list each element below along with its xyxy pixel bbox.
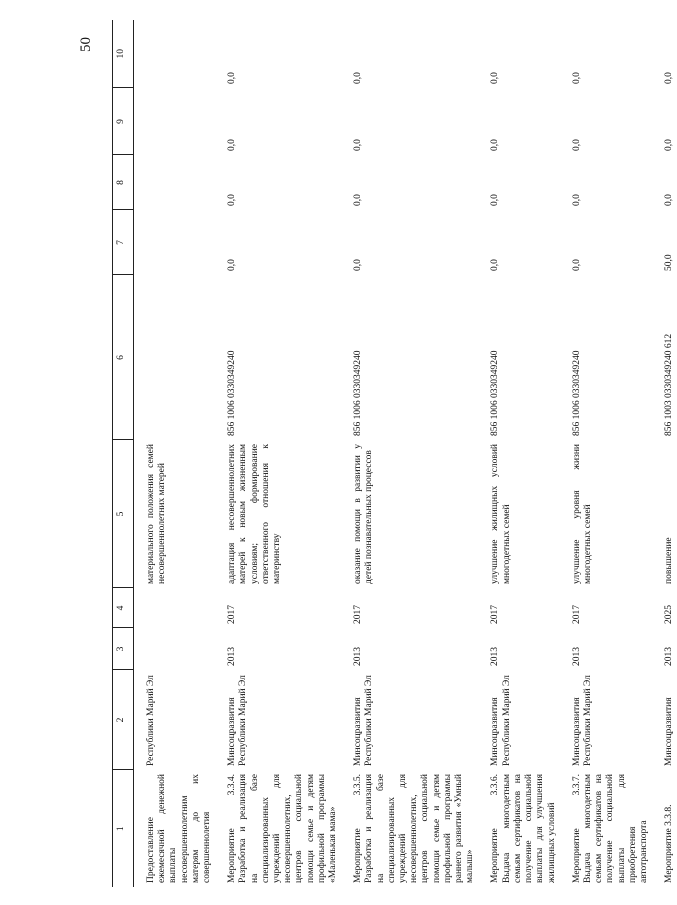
value-col9-cell: 0,0 bbox=[571, 139, 582, 151]
executor-cell: Минсоцразвития Республики Марий Эл bbox=[353, 675, 375, 766]
value-col8-cell bbox=[134, 155, 216, 210]
value-col10-cell: 0,0 bbox=[227, 72, 238, 84]
expected-result-cell: повышение bbox=[664, 537, 675, 584]
value-col9-cell: 0,0 bbox=[227, 139, 238, 151]
measure-name-cell: Мероприятие 3.3.8. bbox=[664, 804, 675, 883]
value-col8-cell: 0,0 bbox=[490, 194, 501, 206]
measure-name-cell: Мероприятие 3.3.7. Выдача многодетным семьям сертификатов на получение социальной выплаты для приобретения автотранспорта bbox=[571, 774, 649, 883]
value-col7-cell: 0,0 bbox=[571, 259, 582, 271]
value-col9-cell bbox=[134, 88, 216, 155]
value-col10-cell bbox=[134, 20, 216, 88]
end-year-cell: 2017 bbox=[571, 605, 582, 624]
start-year-cell bbox=[134, 628, 216, 670]
expected-result-cell: улучшение уровня жизни многодетных семей bbox=[571, 444, 593, 584]
column-header: 5 bbox=[113, 440, 134, 588]
budget-code-cell: 856 1006 0330349240 bbox=[571, 350, 582, 436]
executor-cell: Минсоцразвития Республики Марий Эл bbox=[227, 675, 249, 766]
value-col7-cell: 0,0 bbox=[490, 259, 501, 271]
value-col7-cell: 0,0 bbox=[353, 259, 364, 271]
end-year-cell: 2017 bbox=[353, 605, 364, 624]
program-table-rotated bbox=[112, 20, 675, 887]
expected-result-cell: адаптация несовершеннолетних матерей к новым жизненным условиям; формирование ответственного отношения к материнству bbox=[227, 444, 283, 584]
column-header: 3 bbox=[113, 628, 134, 670]
measure-name-cell: Мероприятие 3.3.5. Разработка и реализация на базе специализированных учреждений для несовершеннолетних, центров социальной помощи семье и детям профильной программы раннего развития «Умный малыш» bbox=[353, 774, 476, 883]
end-year-cell bbox=[134, 588, 216, 628]
value-col9-cell: 0,0 bbox=[490, 139, 501, 151]
budget-code-cell: 856 1006 0330349240 bbox=[353, 350, 364, 436]
column-header: 6 bbox=[113, 275, 134, 440]
value-col7-cell bbox=[134, 210, 216, 275]
value-col7-cell: 50,0 bbox=[664, 254, 675, 271]
value-col10-cell: 0,0 bbox=[353, 72, 364, 84]
table-row bbox=[560, 20, 652, 887]
column-header: 2 bbox=[113, 670, 134, 770]
column-header: 1 bbox=[113, 770, 134, 887]
start-year-cell: 2013 bbox=[571, 647, 582, 666]
column-header: 4 bbox=[113, 588, 134, 628]
budget-code-cell bbox=[134, 275, 216, 440]
table-row bbox=[341, 20, 478, 887]
measure-name-cell: Мероприятие 3.3.6. Выдача многодетным семьям сертификатов на получение социальной выплаты для улучшения жилищных условий bbox=[490, 774, 557, 883]
end-year-cell: 2017 bbox=[490, 605, 501, 624]
measure-name-cell: Предоставление ежемесячной денежной выплаты несовершеннолетним матерям до их совершеннолетия bbox=[146, 774, 213, 883]
table-row bbox=[134, 20, 216, 887]
budget-code-cell: 856 1003 0330349240 612 bbox=[664, 333, 675, 436]
page-number: 50 bbox=[78, 37, 94, 52]
expected-result-cell: материального положения семей несовершеннолетних матерей bbox=[146, 444, 168, 584]
start-year-cell: 2013 bbox=[490, 647, 501, 666]
value-col8-cell: 0,0 bbox=[353, 194, 364, 206]
start-year-cell: 2013 bbox=[227, 647, 238, 666]
table-row bbox=[652, 20, 677, 887]
column-header: 10 bbox=[113, 20, 134, 88]
program-table bbox=[112, 20, 677, 887]
executor-cell: Минсоцразвития Республики Марий Эл bbox=[490, 675, 512, 766]
value-col8-cell: 0,0 bbox=[227, 194, 238, 206]
value-col8-cell: 0,0 bbox=[571, 194, 582, 206]
executor-cell: Минсоцразвития bbox=[664, 697, 675, 766]
expected-result-cell: улучшение жилищных условий многодетных семей bbox=[490, 444, 512, 584]
start-year-cell: 2013 bbox=[664, 647, 675, 666]
value-col7-cell: 0,0 bbox=[227, 259, 238, 271]
executor-cell: Минсоцразвития Республики Марий Эл bbox=[571, 675, 593, 766]
start-year-cell: 2013 bbox=[353, 647, 364, 666]
value-col9-cell: 0,0 bbox=[664, 139, 675, 151]
end-year-cell: 2017 bbox=[227, 605, 238, 624]
measure-name-cell: Мероприятие 3.3.4. Разработка и реализация на базе специализированных учреждений для несовершеннолетних, центров социальной помощи семье и детям профильной программы «Маленькая мама» bbox=[227, 774, 339, 883]
column-header: 9 bbox=[113, 88, 134, 155]
column-number-header-row bbox=[113, 20, 134, 887]
table-row bbox=[478, 20, 559, 887]
value-col9-cell: 0,0 bbox=[353, 139, 364, 151]
column-header: 8 bbox=[113, 155, 134, 210]
column-header: 7 bbox=[113, 210, 134, 275]
value-col8-cell: 0,0 bbox=[664, 194, 675, 206]
budget-code-cell: 856 1006 0330349240 bbox=[227, 350, 238, 436]
value-col10-cell: 0,0 bbox=[490, 72, 501, 84]
budget-code-cell: 856 1006 0330349240 bbox=[490, 350, 501, 436]
value-col10-cell: 0,0 bbox=[571, 72, 582, 84]
value-col10-cell: 0,0 bbox=[664, 72, 675, 84]
expected-result-cell: оказание помощи в развитии у детей познавательных процессов bbox=[353, 444, 375, 584]
end-year-cell: 2025 bbox=[664, 605, 675, 624]
executor-cell: Республики Марий Эл bbox=[146, 675, 156, 766]
table-row bbox=[215, 20, 341, 887]
